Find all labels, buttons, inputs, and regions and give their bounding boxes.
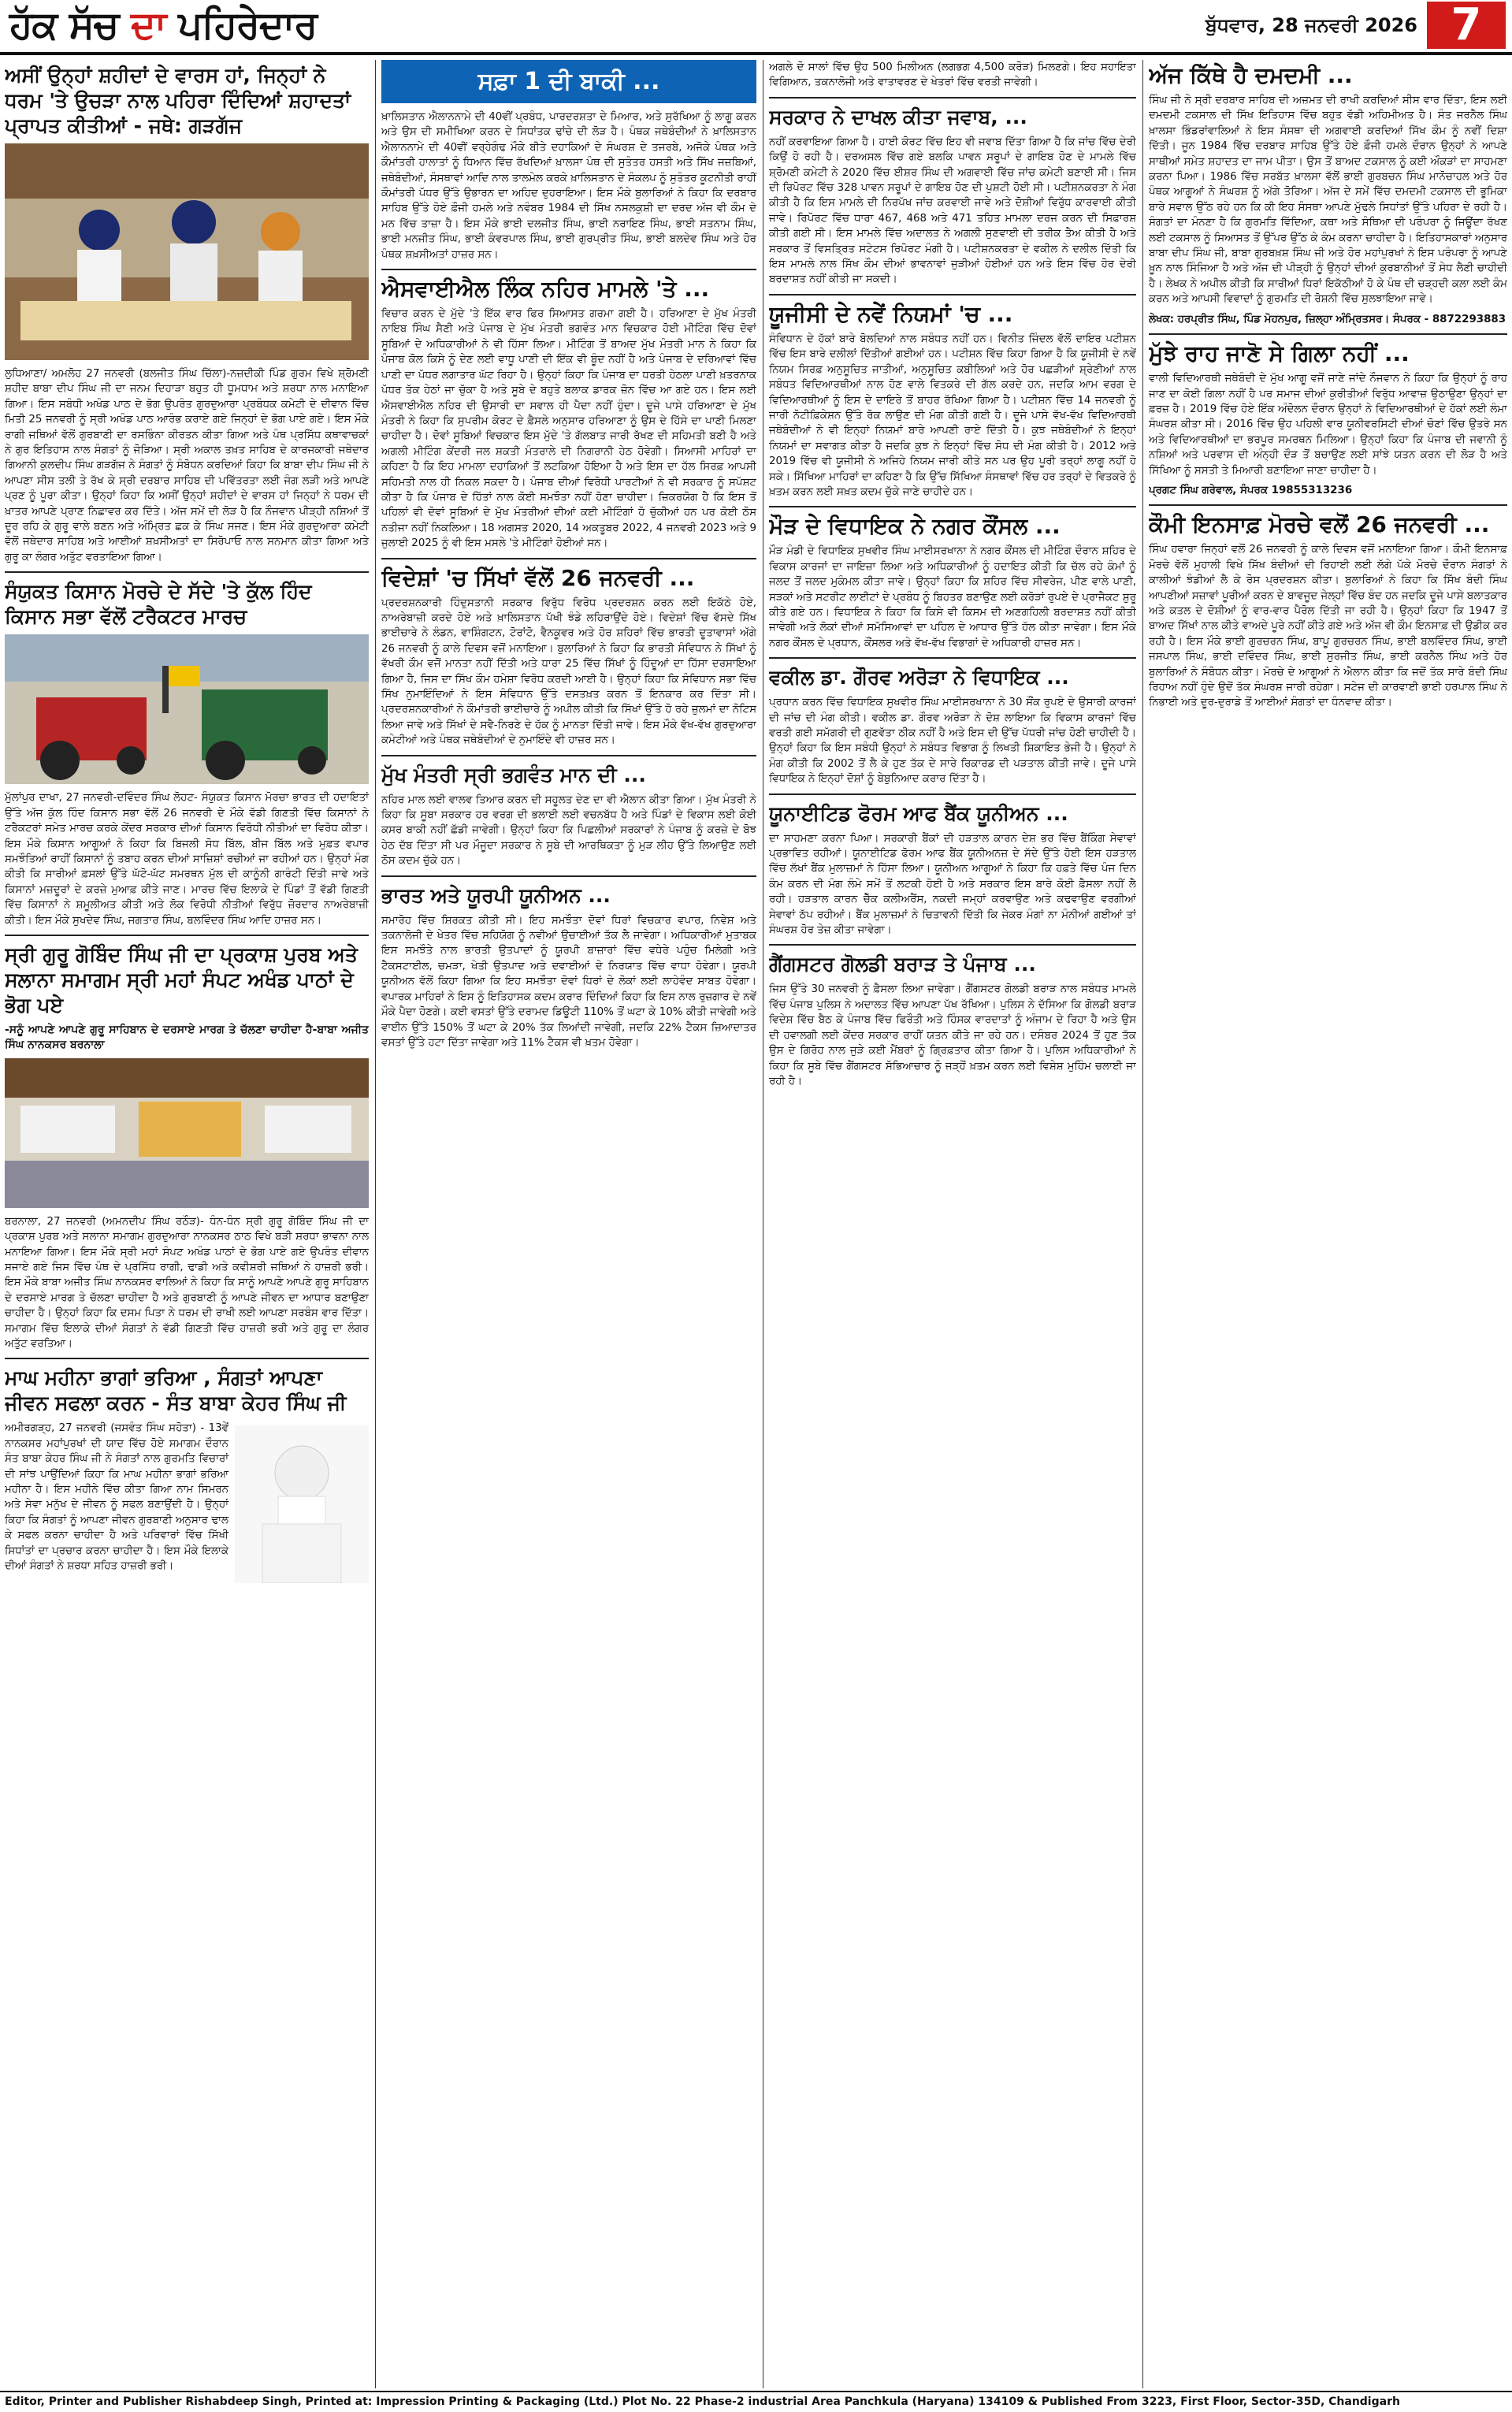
column-4 — [1149, 60, 1507, 2388]
article-sikhs-abroad: ਪ੍ਰਦਰਸ਼ਨਕਾਰੀ ਹਿੰਦੁਸਤਾਨੀ ਸਰਕਾਰ ਵਿਰੁੱਧ ਵਿਰੋਧ ਪ੍ਰਦਰਸ਼ਨ ਕਰਨ ਲਈ ਇਕੱਠੇ ਹੋਏ, ਨਾਅਰੇਬਾਜ਼ੀ ਕਰਦੇ ਹੋਏ ਅਤੇ ਖ਼ਾਲਿਸਤਾਨ ਪੱਖੀ ਝੰਡੇ ਲਹਿਰਾਉਂਦੇ ਹੋਏ। ਵਿਦੇਸ਼ਾਂ ਵਿੱਚ ਵੱਸਦੇ ਸਿੱਖ ਭਾਈਚਾਰੇ ਨੇ ਲੰਡਨ, ਵਾਸ਼ਿੰਗਟਨ, ਟੋਰਾਂਟੋ, ਵੈਨਕੂਵਰ ਅਤੇ ਹੋਰ ਸ਼ਹਿਰਾਂ ਵਿੱਚ ਭਾਰਤੀ ਦੂਤਾਵਾਸਾਂ ਅੱਗੇ 26 ਜਨਵਰੀ ਨੂੰ ਕਾਲੇ ਦਿਵਸ ਵਜੋਂ ਮਨਾਇਆ। ਬੁਲਾਰਿਆਂ ਨੇ ਕਿਹਾ ਕਿ ਭਾਰਤੀ ਸੰਵਿਧਾਨ ਨੇ ਸਿੱਖਾਂ ਨੂੰ ਵੱਖਰੀ ਕੌਮ ਵਜੋਂ ਮਾਨਤਾ ਨਹੀਂ ਦਿੱਤੀ ਅਤੇ ਧਾਰਾ 25 ਵਿੱਚ ਸਿੱਖਾਂ ਨੂੰ ਹਿੰਦੂਆਂ ਦਾ ਹਿੱਸਾ ਦਰਸਾਇਆ ਗਿਆ ਹੈ, ਜਿਸ ਦਾ ਸਿੱਖ ਕੌਮ ਹਮੇਸ਼ਾ ਵਿਰੋਧ ਕਰਦੀ ਆਈ ਹੈ। ਉਨ੍ਹਾਂ ਕਿਹਾ ਕਿ ਸੰਵਿਧਾਨ ਸਭਾ ਵਿੱਚ ਸਿੱਖ ਨੁਮਾਇੰਦਿਆਂ ਨੇ ਇਸ ਸੰਵਿਧਾਨ ਉੱਤੇ ਦਸਤਖ਼ਤ ਕਰਨ ਤੋਂ ਇਨਕਾਰ ਕਰ ਦਿੱਤਾ ਸੀ। ਪ੍ਰਦਰਸ਼ਨਕਾਰੀਆਂ ਨੇ ਕੌਮਾਂਤਰੀ ਭਾਈਚਾਰੇ ਨੂੰ ਅਪੀਲ ਕੀਤੀ ਕਿ ਸਿੱਖਾਂ ਉੱਤੇ ਹੋ ਰਹੇ ਜ਼ੁਲਮਾਂ ਦਾ ਨੋਟਿਸ ਲਿਆ ਜਾਵੇ ਅਤੇ ਸਿੱਖਾਂ ਦੇ ਸਵੈ-ਨਿਰਣੇ ਦੇ ਹੱਕ ਨੂੰ ਮਾਨਤਾ ਦਿੱਤੀ ਜਾਵੇ। ਇਸ ਮੌਕੇ ਵੱਖ-ਵੱਖ ਗੁਰਦੁਆਰਾ ਕਮੇਟੀਆਂ ਅਤੇ ਪੰਥਕ ਜਥੇਬੰਦੀਆਂ ਦੇ ਨੁਮਾਇੰਦੇ ਵੀ ਹਾਜ਼ਰ ਸਨ। — [381, 596, 756, 747]
column-divider — [1142, 60, 1143, 2388]
section-divider — [1149, 504, 1507, 506]
article-tractor-march: ਮੁੱਲਾਂਪੁਰ ਦਾਖਾ, 27 ਜਨਵਰੀ-ਦਵਿੰਦਰ ਸਿੰਘ ਲੋਹਟ- ਸੰਯੁਕਤ ਕਿਸਾਨ ਮੋਰਚਾ ਭਾਰਤ ਦੀ ਹਦਾਇਤਾਂ ਉੱਤੇ ਅੱਜ ਕੁੱਲ ਹਿੰਦ ਕਿਸਾਨ ਸਭਾ ਵੱਲੋਂ 26 ਜਨਵਰੀ ਦੇ ਮੌਕੇ ਵੱਡੀ ਗਿਣਤੀ ਵਿੱਚ ਕਿਸਾਨਾਂ ਨੇ ਟਰੈਕਟਰਾਂ ਸਮੇਤ ਮਾਰਚ ਕਰਕੇ ਕੇਂਦਰ ਸਰਕਾਰ ਦੀਆਂ ਕਿਸਾਨ ਵਿਰੋਧੀ ਨੀਤੀਆਂ ਦਾ ਵਿਰੋਧ ਕੀਤਾ। ਇਸ ਮੌਕੇ ਕਿਸਾਨ ਆਗੂਆਂ ਨੇ ਕਿਹਾ ਕਿ ਬਿਜਲੀ ਸੋਧ ਬਿੱਲ, ਬੀਜ ਬਿੱਲ ਅਤੇ ਮੁਫ਼ਤ ਵਪਾਰ ਸਮਝੌਤਿਆਂ ਰਾਹੀਂ ਕਿਸਾਨਾਂ ਨੂੰ ਤਬਾਹ ਕਰਨ ਦੀਆਂ ਸਾਜ਼ਿਸ਼ਾਂ ਰਚੀਆਂ ਜਾ ਰਹੀਆਂ ਹਨ। ਉਨ੍ਹਾਂ ਮੰਗ ਕੀਤੀ ਕਿ ਸਾਰੀਆਂ ਫ਼ਸਲਾਂ ਉੱਤੇ ਘੱਟੋ-ਘੱਟ ਸਮਰਥਨ ਮੁੱਲ ਦੀ ਕਾਨੂੰਨੀ ਗਾਰੰਟੀ ਦਿੱਤੀ ਜਾਵੇ ਅਤੇ ਕਿਸਾਨਾਂ ਮਜ਼ਦੂਰਾਂ ਦੇ ਕਰਜ਼ੇ ਮੁਆਫ਼ ਕੀਤੇ ਜਾਣ। ਮਾਰਚ ਵਿੱਚ ਇਲਾਕੇ ਦੇ ਪਿੰਡਾਂ ਤੋਂ ਵੱਡੀ ਗਿਣਤੀ ਵਿੱਚ ਕਿਸਾਨਾਂ ਨੇ ਸ਼ਮੂਲੀਅਤ ਕੀਤੀ ਅਤੇ ਲੋਕ ਵਿਰੋਧੀ ਨੀਤੀਆਂ ਵਿਰੁੱਧ ਜ਼ੋਰਦਾਰ ਨਾਅਰੇਬਾਜ਼ੀ ਕੀਤੀ। ਇਸ ਮੌਕੇ ਸੁਖਦੇਵ ਸਿੰਘ, ਜਗਤਾਰ ਸਿੰਘ, ਬਲਵਿੰਦਰ ਸਿੰਘ ਆਦਿ ਹਾਜ਼ਰ ਸਨ। — [5, 792, 369, 927]
headline-goldy-brar: ਗੈਂਗਸਟਰ ਗੋਲਡੀ ਬਰਾੜ ਤੇ ਪੰਜਾਬ ... — [769, 953, 1036, 976]
headline-kaumi-insaaf-morcha: ਕੌਮੀ ਇਨਸਾਫ਼ ਮੋਰਚੇ ਵਲੋਂ 26 ਜਨਵਰੀ ... — [1149, 511, 1490, 538]
headline-advocate-arora: ਵਕੀਲ ਡਾ. ਗੌਰਵ ਅਰੋੜਾ ਨੇ ਵਿਧਾਇਕ ... — [769, 666, 1069, 689]
headline-india-eu: ਭਾਰਤ ਅਤੇ ਯੂਰਪੀ ਯੂਨੀਅਨ ... — [381, 883, 611, 907]
news-photo-gurdwara-stage — [5, 143, 369, 360]
headline-tractor-march: ਸੰਯੁਕਤ ਕਿਸਾਨ ਮੋਰਚੇ ਦੇ ਸੱਦੇ 'ਤੇ ਕੁੱਲ ਹਿੰਦ ਕਿਸਾਨ ਸਭਾ ਵੱਲੋਂ ਟਰੈਕਟਰ ਮਾਰਚ — [5, 580, 312, 629]
article-kaumi-insaaf-morcha: ਸਿੰਘ ਹਵਾਰਾ ਜਿਨ੍ਹਾਂ ਵਲੋਂ 26 ਜਨਵਰੀ ਨੂੰ ਕਾਲੇ ਦਿਵਸ ਵਜੋਂ ਮਨਾਇਆ ਗਿਆ। ਕੌਮੀ ਇਨਸਾਫ਼ ਮੋਰਚੇ ਵੱਲੋਂ ਮੁਹਾਲੀ ਵਿਖੇ ਸਿੱਖ ਬੰਦੀਆਂ ਦੀ ਰਿਹਾਈ ਲਈ ਲੱਗੇ ਪੱਕੇ ਮੋਰਚੇ ਦੌਰਾਨ ਸੰਗਤਾਂ ਨੇ ਕਾਲੀਆਂ ਝੰਡੀਆਂ ਲੈ ਕੇ ਰੋਸ ਪ੍ਰਦਰਸ਼ਨ ਕੀਤਾ। ਬੁਲਾਰਿਆਂ ਨੇ ਕਿਹਾ ਕਿ ਸਿੱਖ ਬੰਦੀ ਸਿੰਘ ਆਪਣੀਆਂ ਸਜ਼ਾਵਾਂ ਪੂਰੀਆਂ ਕਰਨ ਦੇ ਬਾਵਜੂਦ ਜੇਲ੍ਹਾਂ ਵਿੱਚ ਬੰਦ ਹਨ ਜਦਕਿ ਦੂਜੇ ਪਾਸੇ ਬਲਾਤਕਾਰ ਅਤੇ ਕਤਲ ਦੇ ਦੋਸ਼ੀਆਂ ਨੂੰ ਵਾਰ-ਵਾਰ ਪੈਰੋਲ ਦਿੱਤੀ ਜਾ ਰਹੀ ਹੈ। ਉਨ੍ਹਾਂ ਕਿਹਾ ਕਿ 1947 ਤੋਂ ਬਾਅਦ ਸਿੱਖਾਂ ਨਾਲ ਕੀਤੇ ਵਾਅਦੇ ਪੂਰੇ ਨਹੀਂ ਕੀਤੇ ਗਏ ਅਤੇ ਅੱਜ ਵੀ ਕੌਮ ਇਨਸਾਫ਼ ਦੀ ਉਡੀਕ ਕਰ ਰਹੀ ਹੈ। ਇਸ ਮੌਕੇ ਭਾਈ ਗੁਰਚਰਨ ਸਿੰਘ, ਬਾਪੂ ਗੁਰਚਰਨ ਸਿੰਘ, ਭਾਈ ਬਲਵਿੰਦਰ ਸਿੰਘ, ਭਾਈ ਜਸਪਾਲ ਸਿੰਘ, ਭਾਈ ਦਵਿੰਦਰ ਸਿੰਘ, ਭਾਈ ਸੁਰਜੀਤ ਸਿੰਘ, ਭਾਈ ਕਰਨੈਲ ਸਿੰਘ ਅਤੇ ਹੋਰ ਬੁਲਾਰਿਆਂ ਨੇ ਸੰਬੋਧਨ ਕੀਤਾ। ਮੋਰਚੇ ਦੇ ਆਗੂਆਂ ਨੇ ਐਲਾਨ ਕੀਤਾ ਕਿ ਜਦੋਂ ਤੱਕ ਸਾਰੇ ਬੰਦੀ ਸਿੰਘ ਰਿਹਾਅ ਨਹੀਂ ਹੁੰਦੇ ਉਦੋਂ ਤੱਕ ਸੰਘਰਸ਼ ਜਾਰੀ ਰਹੇਗਾ। ਸਟੇਜ ਦੀ ਕਾਰਵਾਈ ਭਾਈ ਹਰਪਾਲ ਸਿੰਘ ਨੇ ਨਿਭਾਈ ਅਤੇ ਦੂਰ-ਦੁਰਾਡੇ ਤੋਂ ਆਈਆਂ ਸੰਗਤਾਂ ਦਾ ਧੰਨਵਾਦ ਕੀਤਾ। — [1149, 544, 1507, 709]
issue-date: ਬੁੱਧਵਾਰ, 28 ਜਨਵਰੀ 2026 — [1205, 14, 1417, 36]
headline-prakash-purab: ਸ੍ਰੀ ਗੁਰੂ ਗੋਬਿੰਦ ਸਿੰਘ ਜੀ ਦਾ ਪ੍ਰਕਾਸ਼ ਪੁਰਬ ਅਤੇ ਸਲਾਨਾ ਸਮਾਗਮ ਸ੍ਰੀ ਮਹਾਂ ਸੰਪਟ ਅਖੰਡ ਪਾਠਾਂ ਦੇ ਭੋਗ ਪਏ — [5, 942, 358, 1016]
headline-maur-mla: ਮੌੜ ਦੇ ਵਿਧਾਇਕ ਨੇ ਨਗਰ ਕੌਂਸਲ ... — [769, 513, 1061, 540]
section-divider — [381, 875, 756, 877]
section-divider — [381, 755, 756, 756]
subheadline-prakash-purab: -ਸਨੂੰ ਆਪਣੇ ਆਪਣੇ ਗੁਰੂ ਸਾਹਿਬਾਨ ਦੇ ਦਰਸਾਏ ਮਾਰਗ ਤੇ ਚੱਲਣਾ ਚਾਹੀਦਾ ਹੈ-ਬਾਬਾ ਅਜੀਤ ਸਿੰਘ ਨਾਨਕਸਰ ਬਰਨਾਲਾ — [5, 1023, 369, 1052]
portrait-sant-baba — [235, 1425, 369, 1583]
article-maur-mla: ਮੌੜ ਮੰਡੀ ਦੇ ਵਿਧਾਇਕ ਸੁਖਵੀਰ ਸਿੰਘ ਮਾਈਸਰਖਾਨਾ ਨੇ ਨਗਰ ਕੌਂਸਲ ਦੀ ਮੀਟਿੰਗ ਦੌਰਾਨ ਸ਼ਹਿਰ ਦੇ ਵਿਕਾਸ ਕਾਰਜਾਂ ਦਾ ਜਾਇਜ਼ਾ ਲਿਆ ਅਤੇ ਅਧਿਕਾਰੀਆਂ ਨੂੰ ਹਦਾਇਤ ਕੀਤੀ ਕਿ ਚੱਲ ਰਹੇ ਕੰਮਾਂ ਨੂੰ ਜਲਦ ਤੋਂ ਜਲਦ ਮੁਕੰਮਲ ਕੀਤਾ ਜਾਵੇ। ਉਨ੍ਹਾਂ ਕਿਹਾ ਕਿ ਸ਼ਹਿਰ ਵਿੱਚ ਸੀਵਰੇਜ, ਪੀਣ ਵਾਲੇ ਪਾਣੀ, ਸੜਕਾਂ ਅਤੇ ਸਟਰੀਟ ਲਾਈਟਾਂ ਦੇ ਪ੍ਰਬੰਧ ਨੂੰ ਬਿਹਤਰ ਬਣਾਉਣ ਲਈ ਕਰੋੜਾਂ ਰੁਪਏ ਦੇ ਪ੍ਰਾਜੈਕਟ ਸ਼ੁਰੂ ਕੀਤੇ ਗਏ ਹਨ। ਵਿਧਾਇਕ ਨੇ ਕਿਹਾ ਕਿ ਕਿਸੇ ਵੀ ਕਿਸਮ ਦੀ ਅਣਗਹਿਲੀ ਬਰਦਾਸ਼ਤ ਨਹੀਂ ਕੀਤੀ ਜਾਵੇਗੀ ਅਤੇ ਲੋਕਾਂ ਦੀਆਂ ਸਮੱਸਿਆਵਾਂ ਦਾ ਪਹਿਲ ਦੇ ਆਧਾਰ ਉੱਤੇ ਹੱਲ ਕੀਤਾ ਜਾਵੇਗਾ। ਇਸ ਮੌਕੇ ਨਗਰ ਕੌਂਸਲ ਦੇ ਪ੍ਰਧਾਨ, ਕੌਂਸਲਰ ਅਤੇ ਵੱਖ-ਵੱਖ ਵਿਭਾਗਾਂ ਦੇ ਅਧਿਕਾਰੀ ਹਾਜ਼ਰ ਸਨ। — [769, 545, 1136, 649]
article-damdami-taksal: ਸਿੰਘ ਜੀ ਨੇ ਸ੍ਰੀ ਦਰਬਾਰ ਸਾਹਿਬ ਦੀ ਅਜ਼ਮਤ ਦੀ ਰਾਖੀ ਕਰਦਿਆਂ ਸੀਸ ਵਾਰ ਦਿੱਤਾ, ਇਸ ਲਈ ਦਮਦਮੀ ਟਕਸਾਲ ਦੀ ਸਿੱਖ ਇਤਿਹਾਸ ਵਿੱਚ ਬਹੁਤ ਵੱਡੀ ਅਹਿਮੀਅਤ ਹੈ। ਸੰਤ ਜਰਨੈਲ ਸਿੰਘ ਖ਼ਾਲਸਾ ਭਿੰਡਰਾਂਵਾਲਿਆਂ ਨੇ ਇਸ ਸੰਸਥਾ ਦੀ ਅਗਵਾਈ ਕਰਦਿਆਂ ਸਿੱਖ ਕੌਮ ਨੂੰ ਨਵੀਂ ਦਿਸ਼ਾ ਦਿੱਤੀ। ਜੂਨ 1984 ਵਿੱਚ ਦਰਬਾਰ ਸਾਹਿਬ ਉੱਤੇ ਹੋਏ ਫ਼ੌਜੀ ਹਮਲੇ ਦੌਰਾਨ ਉਨ੍ਹਾਂ ਨੇ ਆਪਣੇ ਸਾਥੀਆਂ ਸਮੇਤ ਸ਼ਹਾਦਤ ਦਾ ਜਾਮ ਪੀਤਾ। ਉਸ ਤੋਂ ਬਾਅਦ ਟਕਸਾਲ ਨੂੰ ਕਈ ਔਕੜਾਂ ਦਾ ਸਾਹਮਣਾ ਕਰਨਾ ਪਿਆ। 1986 ਵਿੱਚ ਸਰਬੱਤ ਖ਼ਾਲਸਾ ਵੱਲੋਂ ਭਾਈ ਗੁਰਬਚਨ ਸਿੰਘ ਮਾਨੋਚਾਹਲ ਅਤੇ ਹੋਰ ਪੰਥਕ ਆਗੂਆਂ ਨੇ ਸੰਘਰਸ਼ ਨੂੰ ਅੱਗੇ ਤੋਰਿਆ। ਅੱਜ ਦੇ ਸਮੇਂ ਵਿੱਚ ਦਮਦਮੀ ਟਕਸਾਲ ਦੀ ਭੂਮਿਕਾ ਬਾਰੇ ਸਵਾਲ ਉੱਠ ਰਹੇ ਹਨ ਕਿ ਕੀ ਇਹ ਸੰਸਥਾ ਆਪਣੇ ਮੁੱਢਲੇ ਸਿਧਾਂਤਾਂ ਉੱਤੇ ਪਹਿਰਾ ਦੇ ਰਹੀ ਹੈ। ਸੰਗਤਾਂ ਦਾ ਮੰਨਣਾ ਹੈ ਕਿ ਗੁਰਮਤਿ ਵਿੱਦਿਆ, ਕਥਾ ਅਤੇ ਸੰਥਿਆ ਦੀ ਪਰੰਪਰਾ ਨੂੰ ਜਿਊਂਦਾ ਰੱਖਣ ਲਈ ਟਕਸਾਲ ਨੂੰ ਸਿਆਸਤ ਤੋਂ ਉੱਪਰ ਉੱਠ ਕੇ ਕੰਮ ਕਰਨਾ ਚਾਹੀਦਾ ਹੈ। ਇਤਿਹਾਸਕਾਰਾਂ ਅਨੁਸਾਰ ਬਾਬਾ ਦੀਪ ਸਿੰਘ ਜੀ, ਬਾਬਾ ਗੁਰਬਖ਼ਸ਼ ਸਿੰਘ ਜੀ ਅਤੇ ਹੋਰ ਮਹਾਂਪੁਰਖਾਂ ਨੇ ਇਸ ਪਰੰਪਰਾ ਨੂੰ ਆਪਣੇ ਖ਼ੂਨ ਨਾਲ ਸਿੰਜਿਆ ਹੈ ਅਤੇ ਅੱਜ ਦੀ ਪੀੜ੍ਹੀ ਨੂੰ ਉਨ੍ਹਾਂ ਦੀਆਂ ਕੁਰਬਾਨੀਆਂ ਤੋਂ ਸੇਧ ਲੈਣੀ ਚਾਹੀਦੀ ਹੈ। ਲੇਖਕ ਨੇ ਅਪੀਲ ਕੀਤੀ ਕਿ ਸਾਰੀਆਂ ਧਿਰਾਂ ਇਕੱਠੀਆਂ ਹੋ ਕੇ ਪੰਥ ਦੀ ਚੜ੍ਹਦੀ ਕਲਾ ਲਈ ਕੰਮ ਕਰਨ ਅਤੇ ਆਪਸੀ ਵਿਵਾਦਾਂ ਨੂੰ ਗੁਰਮਤਿ ਦੀ ਰੋਸ਼ਨੀ ਵਿੱਚ ਸੁਲਝਾਇਆ ਜਾਵੇ। — [1149, 95, 1507, 306]
section-divider — [769, 944, 1136, 946]
author-contact-2: ਪ੍ਰਗਟ ਸਿੰਘ ਗਰੇਵਾਲ, ਸੰਪਰਕ 19855313236 — [1149, 484, 1353, 496]
article-bank-unions: ਦਾ ਸਾਹਮਣਾ ਕਰਨਾ ਪਿਆ। ਸਰਕਾਰੀ ਬੈਂਕਾਂ ਦੀ ਹੜਤਾਲ ਕਾਰਨ ਦੇਸ਼ ਭਰ ਵਿੱਚ ਬੈਂਕਿੰਗ ਸੇਵਾਵਾਂ ਪ੍ਰਭਾਵਿਤ ਰਹੀਆਂ। ਯੂਨਾਈਟਿਡ ਫੋਰਮ ਆਫ ਬੈਂਕ ਯੂਨੀਅਨਜ਼ ਦੇ ਸੱਦੇ ਉੱਤੇ ਹੋਈ ਇਸ ਹੜਤਾਲ ਵਿੱਚ ਲੱਖਾਂ ਬੈਂਕ ਮੁਲਾਜ਼ਮਾਂ ਨੇ ਹਿੱਸਾ ਲਿਆ। ਯੂਨੀਅਨ ਆਗੂਆਂ ਨੇ ਕਿਹਾ ਕਿ ਹਫ਼ਤੇ ਵਿੱਚ ਪੰਜ ਦਿਨ ਕੰਮ ਕਰਨ ਦੀ ਮੰਗ ਲੰਮੇ ਸਮੇਂ ਤੋਂ ਲਟਕੀ ਹੋਈ ਹੈ ਅਤੇ ਸਰਕਾਰ ਇਸ ਬਾਰੇ ਕੋਈ ਫ਼ੈਸਲਾ ਨਹੀਂ ਲੈ ਰਹੀ। ਹੜਤਾਲ ਕਾਰਨ ਚੈੱਕ ਕਲੀਅਰੈਂਸ, ਨਕਦੀ ਜਮ੍ਹਾਂ ਕਰਵਾਉਣ ਅਤੇ ਕਢਵਾਉਣ ਵਰਗੀਆਂ ਸੇਵਾਵਾਂ ਠੱਪ ਰਹੀਆਂ। ਬੈਂਕ ਮੁਲਾਜ਼ਮਾਂ ਨੇ ਚਿਤਾਵਨੀ ਦਿੱਤੀ ਕਿ ਜੇਕਰ ਮੰਗਾਂ ਨਾ ਮੰਨੀਆਂ ਗਈਆਂ ਤਾਂ ਸੰਘਰਸ਼ ਹੋਰ ਤੇਜ਼ ਕੀਤਾ ਜਾਵੇਗਾ। — [769, 832, 1136, 937]
brand-text-b: ਦਾ — [130, 3, 166, 47]
section-divider — [1149, 333, 1507, 335]
section-divider — [769, 657, 1136, 659]
newspaper-logo — [9, 3, 317, 47]
headline-no-complaint: ਮੁੱਝੇ ਰਾਹ ਜਾਣੋ ਸੇ ਗਿਲਾ ਨਹੀਂ ... — [1149, 340, 1410, 367]
headline-bank-unions: ਯੂਨਾਈਟਿਡ ਫੋਰਮ ਆਫ ਬੈਂਕ ਯੂਨੀਅਨ ... — [769, 801, 1068, 825]
article-chief-minister: ਨਹਿਰ ਮਾਲ ਲਈ ਵਾਲਵ ਤਿਆਰ ਕਰਨ ਦੀ ਸਹੂਲਤ ਦੇਣ ਦਾ ਵੀ ਐਲਾਨ ਕੀਤਾ ਗਿਆ। ਮੁੱਖ ਮੰਤਰੀ ਨੇ ਕਿਹਾ ਕਿ ਸੂਬਾ ਸਰਕਾਰ ਹਰ ਵਰਗ ਦੀ ਭਲਾਈ ਲਈ ਵਚਨਬੱਧ ਹੈ ਅਤੇ ਪਿੰਡਾਂ ਦੇ ਵਿਕਾਸ ਲਈ ਕੋਈ ਕਸਰ ਬਾਕੀ ਨਹੀਂ ਛੱਡੀ ਜਾਵੇਗੀ। ਉਨ੍ਹਾਂ ਕਿਹਾ ਕਿ ਪਿਛਲੀਆਂ ਸਰਕਾਰਾਂ ਨੇ ਪੰਜਾਬ ਨੂੰ ਕਰਜ਼ੇ ਦੇ ਬੋਝ ਹੇਠ ਦੱਬ ਦਿੱਤਾ ਸੀ ਪਰ ਮੌਜੂਦਾ ਸਰਕਾਰ ਨੇ ਸੂਬੇ ਦੀ ਆਰਥਿਕਤਾ ਨੂੰ ਮੁੜ ਲੀਹ ਉੱਤੇ ਲਿਆਉਣ ਲਈ ਠੋਸ ਕਦਮ ਚੁੱਕੇ ਹਨ। — [381, 793, 756, 868]
article-continued-top: ਅਗਲੇ ਦੋ ਸਾਲਾਂ ਵਿੱਚ ਉਹ 500 ਮਿਲੀਅਨ (ਲਗਭਗ 4,500 ਕਰੋੜ) ਮਿਲਣਗੇ। ਇਹ ਸਹਾਇਤਾ ਵਿਗਿਆਨ, ਤਕਨਾਲੋਜੀ ਅਤੇ ਵਾਤਾਵਰਣ ਦੇ ਖੇਤਰਾਂ ਵਿੱਚ ਵਰਤੀ ਜਾਵੇਗੀ। — [769, 61, 1136, 89]
article-india-eu: ਸਮਾਰੋਹ ਵਿੱਚ ਸ਼ਿਰਕਤ ਕੀਤੀ ਸੀ। ਇਹ ਸਮਝੌਤਾ ਦੋਵਾਂ ਧਿਰਾਂ ਵਿਚਕਾਰ ਵਪਾਰ, ਨਿਵੇਸ਼ ਅਤੇ ਤਕਨਾਲੋਜੀ ਦੇ ਖੇਤਰ ਵਿੱਚ ਸਹਿਯੋਗ ਨੂੰ ਨਵੀਆਂ ਉਚਾਈਆਂ ਤੱਕ ਲੈ ਜਾਵੇਗਾ। ਅਧਿਕਾਰੀਆਂ ਮੁਤਾਬਕ ਇਸ ਸਮਝੌਤੇ ਨਾਲ ਭਾਰਤੀ ਉਤਪਾਦਾਂ ਨੂੰ ਯੂਰਪੀ ਬਾਜ਼ਾਰਾਂ ਵਿੱਚ ਵਧੇਰੇ ਪਹੁੰਚ ਮਿਲੇਗੀ ਅਤੇ ਟੈਕਸਟਾਈਲ, ਚਮੜਾ, ਖੇਤੀ ਉਤਪਾਦ ਅਤੇ ਦਵਾਈਆਂ ਦੇ ਨਿਰਯਾਤ ਵਿੱਚ ਵਾਧਾ ਹੋਵੇਗਾ। ਯੂਰਪੀ ਯੂਨੀਅਨ ਵੱਲੋਂ ਕਿਹਾ ਗਿਆ ਕਿ ਇਹ ਸਮਝੌਤਾ ਦੋਵਾਂ ਧਿਰਾਂ ਦੇ ਲੋਕਾਂ ਲਈ ਲਾਹੇਵੰਦ ਸਾਬਤ ਹੋਵੇਗਾ। ਵਪਾਰਕ ਮਾਹਿਰਾਂ ਨੇ ਇਸ ਨੂੰ ਇਤਿਹਾਸਕ ਕਦਮ ਕਰਾਰ ਦਿੰਦਿਆਂ ਕਿਹਾ ਕਿ ਇਸ ਨਾਲ ਰੁਜ਼ਗਾਰ ਦੇ ਨਵੇਂ ਮੌਕੇ ਪੈਦਾ ਹੋਣਗੇ। ਕਈ ਵਸਤਾਂ ਉੱਤੇ ਦਰਾਮਦ ਡਿਊਟੀ 110% ਤੋਂ ਘਟਾ ਕੇ 10% ਕੀਤੀ ਜਾਵੇਗੀ ਅਤੇ ਵਾਈਨ ਉੱਤੇ 150% ਤੋਂ ਘਟਾ ਕੇ 20% ਤੱਕ ਲਿਆਂਦੀ ਜਾਵੇਗੀ, ਜਦਕਿ 22% ਟੈਕਸ ਜ਼ਿਆਦਾਤਰ ਵਸਤਾਂ ਉੱਤੇ ਹਟਾ ਦਿੱਤਾ ਜਾਵੇਗਾ ਅਤੇ 11% ਟੈਕਸ ਵੀ ਖ਼ਤਮ ਹੋਵੇਗਾ। — [381, 914, 756, 1049]
column-3 — [769, 60, 1136, 2388]
masthead — [0, 0, 1512, 55]
section-divider — [5, 1358, 369, 1359]
continued-section-banner: ਸਫ਼ਾ 1 ਦੀ ਬਾਕੀ ... — [381, 60, 756, 103]
article-prakash-purab: ਬਰਨਾਲਾ, 27 ਜਨਵਰੀ (ਅਮਨਦੀਪ ਸਿੰਘ ਰਠੌੜ)- ਧੰਨ-ਧੰਨ ਸ੍ਰੀ ਗੁਰੂ ਗੋਬਿੰਦ ਸਿੰਘ ਜੀ ਦਾ ਪ੍ਰਕਾਸ਼ ਪੁਰਬ ਅਤੇ ਸਲਾਨਾ ਸਮਾਗਮ ਗੁਰਦੁਆਰਾ ਨਾਨਕਸਰ ਠਾਠ ਵਿਖੇ ਬੜੀ ਸ਼ਰਧਾ ਭਾਵਨਾ ਨਾਲ ਮਨਾਇਆ ਗਿਆ। ਇਸ ਮੌਕੇ ਸ੍ਰੀ ਮਹਾਂ ਸੰਪਟ ਅਖੰਡ ਪਾਠਾਂ ਦੇ ਭੋਗ ਪਾਏ ਗਏ ਉਪਰੰਤ ਦੀਵਾਨ ਸਜਾਏ ਗਏ ਜਿਸ ਵਿੱਚ ਪੰਥ ਦੇ ਪ੍ਰਸਿੱਧ ਰਾਗੀ, ਢਾਡੀ ਅਤੇ ਕਵੀਸ਼ਰੀ ਜਥਿਆਂ ਨੇ ਹਾਜ਼ਰੀ ਭਰੀ। ਇਸ ਮੌਕੇ ਬਾਬਾ ਅਜੀਤ ਸਿੰਘ ਨਾਨਕਸਰ ਵਾਲਿਆਂ ਨੇ ਕਿਹਾ ਕਿ ਸਾਨੂੰ ਆਪਣੇ ਆਪਣੇ ਗੁਰੂ ਸਾਹਿਬਾਨ ਦੇ ਦਰਸਾਏ ਮਾਰਗ ਤੇ ਚੱਲਣਾ ਚਾਹੀਦਾ ਹੈ ਅਤੇ ਗੁਰਬਾਣੀ ਨੂੰ ਆਪਣੇ ਜੀਵਨ ਦਾ ਆਧਾਰ ਬਣਾਉਣਾ ਚਾਹੀਦਾ ਹੈ। ਉਨ੍ਹਾਂ ਕਿਹਾ ਕਿ ਦਸਮ ਪਿਤਾ ਨੇ ਧਰਮ ਦੀ ਰਾਖੀ ਲਈ ਆਪਣਾ ਸਰਬੰਸ ਵਾਰ ਦਿੱਤਾ। ਸਮਾਗਮ ਵਿੱਚ ਇਲਾਕੇ ਦੀਆਂ ਸੰਗਤਾਂ ਨੇ ਵੱਡੀ ਗਿਣਤੀ ਵਿੱਚ ਹਾਜ਼ਰੀ ਭਰੀ ਅਤੇ ਗੁਰੂ ਦਾ ਲੰਗਰ ਅਤੁੱਟ ਵਰਤਿਆ। — [5, 1215, 369, 1350]
page-number: 7 — [1427, 2, 1506, 49]
article-khalistan-declaration: ਖ਼ਾਲਿਸਤਾਨ ਐਲਾਨਨਾਮੇ ਦੀ 40ਵੀਂ ਪ੍ਰਬੰਧ, ਪਾਰਦਰਸ਼ਤਾ ਦੇ ਮਿਆਰ, ਅਤੇ ਸੁਰੱਖਿਆ ਨੂੰ ਲਾਗੂ ਕਰਨ ਅਤੇ ਉਸ ਦੀ ਸਮੀਖਿਆ ਕਰਨ ਦੇ ਸਿਧਾਂਤਕ ਢਾਂਚੇ ਦੀ ਲੋੜ ਹੈ। ਪੰਥਕ ਜਥੇਬੰਦੀਆਂ ਨੇ ਖ਼ਾਲਿਸਤਾਨ ਐਲਾਨਨਾਮੇ ਦੀ 40ਵੀਂ ਵਰ੍ਹੇਗੰਢ ਮੌਕੇ ਬੀਤੇ ਦਹਾਕਿਆਂ ਦੇ ਸੰਘਰਸ਼ ਦੇ ਤਜਰਬੇ, ਅਜੋਕੇ ਪੰਥਕ ਅਤੇ ਕੌਮਾਂਤਰੀ ਹਾਲਾਤਾਂ ਨੂੰ ਧਿਆਨ ਵਿੱਚ ਰੱਖਦਿਆਂ ਖ਼ਾਲਸਾ ਪੰਥ ਦੀ ਸੁਤੰਤਰ ਹਸਤੀ ਅਤੇ ਸਿੱਖ ਜਜ਼ਬਿਆਂ, ਜਥੇਬੰਦੀਆਂ, ਸੰਸਥਾਵਾਂ ਆਦਿ ਨਾਲ ਤਾਲਮੇਲ ਕਰਕੇ ਖ਼ਾਲਿਸਤਾਨ ਦੇ ਸੰਕਲਪ ਨੂੰ ਸੁਤੰਤਰ ਕੂਟਨੀਤੀ ਰਾਹੀਂ ਕੌਮਾਂਤਰੀ ਪੱਧਰ ਉੱਤੇ ਉਭਾਰਨ ਦਾ ਅਹਿਦ ਦੁਹਰਾਇਆ। ਇਸ ਮੌਕੇ ਬੁਲਾਰਿਆਂ ਨੇ ਕਿਹਾ ਕਿ ਦਰਬਾਰ ਸਾਹਿਬ ਉੱਤੇ ਹੋਏ ਫ਼ੌਜੀ ਹਮਲੇ ਅਤੇ ਨਵੰਬਰ 1984 ਦੀ ਸਿੱਖ ਨਸਲਕੁਸ਼ੀ ਦਾ ਦਰਦ ਅੱਜ ਵੀ ਕੌਮ ਦੇ ਮਨ ਵਿੱਚ ਤਾਜ਼ਾ ਹੈ। ਇਸ ਮੌਕੇ ਭਾਈ ਦਲਜੀਤ ਸਿੰਘ, ਭਾਈ ਨਰਾਇਣ ਸਿੰਘ, ਭਾਈ ਸਤਨਾਮ ਸਿੰਘ, ਭਾਈ ਮਨਜੀਤ ਸਿੰਘ, ਭਾਈ ਕੰਵਰਪਾਲ ਸਿੰਘ, ਭਾਈ ਗੁਰਪ੍ਰੀਤ ਸਿੰਘ, ਭਾਈ ਬਲਦੇਵ ਸਿੰਘ ਅਤੇ ਹੋਰ ਪੰਥਕ ਸ਼ਖ਼ਸੀਅਤਾਂ ਹਾਜ਼ਰ ਸਨ। — [381, 111, 756, 261]
headline-sikhs-abroad: ਵਿਦੇਸ਼ਾਂ 'ਚ ਸਿੱਖਾਂ ਵੱਲੋਂ 26 ਜਨਵਰੀ ... — [381, 564, 695, 591]
brand-text-a: ਹੱਕ ਸੱਚ — [9, 3, 119, 47]
article-ugc-rules: ਸੰਵਿਧਾਨ ਦੇ ਹੱਕਾਂ ਬਾਰੇ ਬੋਲਦਿਆਂ ਨਾਲ ਸਬੰਧਤ ਨਹੀਂ ਹਨ। ਵਿਨੀਤ ਜਿੰਦਲ ਵੱਲੋਂ ਦਾਇਰ ਪਟੀਸ਼ਨ ਵਿੱਚ ਇਸ ਬਾਰੇ ਦਲੀਲਾਂ ਦਿੱਤੀਆਂ ਗਈਆਂ ਹਨ। ਪਟੀਸ਼ਨ ਵਿੱਚ ਕਿਹਾ ਗਿਆ ਹੈ ਕਿ ਯੂਜੀਸੀ ਦੇ ਨਵੇਂ ਨਿਯਮ ਸਿਰਫ਼ ਅਨੁਸੂਚਿਤ ਜਾਤੀਆਂ, ਅਨੁਸੂਚਿਤ ਕਬੀਲਿਆਂ ਅਤੇ ਹੋਰ ਪਛੜੀਆਂ ਸ਼੍ਰੇਣੀਆਂ ਨਾਲ ਸਬੰਧਤ ਵਿਦਿਆਰਥੀਆਂ ਨਾਲ ਹੋਣ ਵਾਲੇ ਵਿਤਕਰੇ ਦੀ ਗੱਲ ਕਰਦੇ ਹਨ, ਜਦਕਿ ਆਮ ਵਰਗ ਦੇ ਵਿਦਿਆਰਥੀਆਂ ਨੂੰ ਇਸ ਦੇ ਦਾਇਰੇ ਤੋਂ ਬਾਹਰ ਰੱਖਿਆ ਗਿਆ ਹੈ। ਪਟੀਸ਼ਨ ਵਿੱਚ 14 ਜਨਵਰੀ ਨੂੰ ਜਾਰੀ ਨੋਟੀਫ਼ਿਕੇਸ਼ਨ ਉੱਤੇ ਰੋਕ ਲਾਉਣ ਦੀ ਮੰਗ ਕੀਤੀ ਗਈ ਹੈ। ਦੂਜੇ ਪਾਸੇ ਵੱਖ-ਵੱਖ ਵਿਦਿਆਰਥੀ ਜਥੇਬੰਦੀਆਂ ਨੇ ਵੀ ਇਨ੍ਹਾਂ ਨਿਯਮਾਂ ਬਾਰੇ ਆਪਣੀ ਰਾਏ ਦਿੱਤੀ ਹੈ। ਕੁਝ ਜਥੇਬੰਦੀਆਂ ਨੇ ਇਨ੍ਹਾਂ ਨਿਯਮਾਂ ਦਾ ਸਵਾਗਤ ਕੀਤਾ ਹੈ ਜਦਕਿ ਕੁਝ ਨੇ ਇਨ੍ਹਾਂ ਵਿੱਚ ਸੋਧ ਦੀ ਮੰਗ ਕੀਤੀ ਹੈ। 2012 ਅਤੇ 2019 ਵਿੱਚ ਵੀ ਯੂਜੀਸੀ ਨੇ ਅਜਿਹੇ ਨਿਯਮ ਜਾਰੀ ਕੀਤੇ ਸਨ ਪਰ ਉਹ ਪੂਰੀ ਤਰ੍ਹਾਂ ਲਾਗੂ ਨਹੀਂ ਹੋ ਸਕੇ। ਸਿੱਖਿਆ ਮਾਹਿਰਾਂ ਦਾ ਕਹਿਣਾ ਹੈ ਕਿ ਉੱਚ ਸਿੱਖਿਆ ਸੰਸਥਾਵਾਂ ਵਿੱਚ ਹਰ ਤਰ੍ਹਾਂ ਦੇ ਵਿਤਕਰੇ ਨੂੰ ਖ਼ਤਮ ਕਰਨ ਲਈ ਸਖ਼ਤ ਕਦਮ ਚੁੱਕੇ ਜਾਣੇ ਚਾਹੀਦੇ ਹਨ। — [769, 333, 1136, 498]
section-divider — [5, 935, 369, 936]
article-goldy-brar: ਜਿਸ ਉੱਤੇ 30 ਜਨਵਰੀ ਨੂੰ ਫ਼ੈਸਲਾ ਲਿਆ ਜਾਵੇਗਾ। ਗੈਂਗਸਟਰ ਗੋਲਡੀ ਬਰਾੜ ਨਾਲ ਸਬੰਧਤ ਮਾਮਲੇ ਵਿੱਚ ਪੰਜਾਬ ਪੁਲਿਸ ਨੇ ਅਦਾਲਤ ਵਿੱਚ ਆਪਣਾ ਪੱਖ ਰੱਖਿਆ। ਪੁਲਿਸ ਨੇ ਦੱਸਿਆ ਕਿ ਗੋਲਡੀ ਬਰਾੜ ਵਿਦੇਸ਼ ਵਿੱਚ ਬੈਠ ਕੇ ਪੰਜਾਬ ਵਿੱਚ ਫਿਰੌਤੀ ਅਤੇ ਹਿੰਸਕ ਵਾਰਦਾਤਾਂ ਨੂੰ ਅੰਜਾਮ ਦੇ ਰਿਹਾ ਹੈ ਅਤੇ ਉਸ ਦੀ ਹਵਾਲਗੀ ਲਈ ਕੇਂਦਰ ਸਰਕਾਰ ਰਾਹੀਂ ਯਤਨ ਕੀਤੇ ਜਾ ਰਹੇ ਹਨ। ਦਸੰਬਰ 2024 ਤੋਂ ਹੁਣ ਤੱਕ ਉਸ ਦੇ ਗਿਰੋਹ ਨਾਲ ਜੁੜੇ ਕਈ ਮੈਂਬਰਾਂ ਨੂੰ ਗ੍ਰਿਫ਼ਤਾਰ ਕੀਤਾ ਗਿਆ ਹੈ। ਪੁਲਿਸ ਅਧਿਕਾਰੀਆਂ ਨੇ ਕਿਹਾ ਕਿ ਸੂਬੇ ਵਿੱਚ ਗੈਂਗਸਟਰ ਸੱਭਿਆਚਾਰ ਨੂੰ ਜੜ੍ਹੋਂ ਖ਼ਤਮ ਕਰਨ ਲਈ ਵਿਸ਼ੇਸ਼ ਮੁਹਿੰਮ ਚਲਾਈ ਜਾ ਰਹੀ ਹੈ। — [769, 983, 1136, 1087]
section-divider — [5, 571, 369, 573]
brand-text-c: ਪਹਿਰੇਦਾਰ — [178, 3, 318, 47]
headline-magh-mahina: ਮਾਘ ਮਹੀਨਾ ਭਾਗਾਂ ਭਰਿਆ , ਸੰਗਤਾਂ ਆਪਣਾ ਜੀਵਨ ਸਫਲਾ ਕਰਨ - ਸੰਤ ਬਾਬਾ ਕੇਹਰ ਸਿੰਘ ਜੀ — [5, 1366, 347, 1415]
section-divider — [769, 97, 1136, 98]
headline-damdami-taksal: ਅੱਜ ਕਿੱਥੇ ਹੈ ਦਮਦਮੀ ... — [1149, 62, 1353, 88]
section-divider — [381, 558, 756, 559]
column-2 — [381, 60, 756, 2388]
author-contact: ਲੇਖਕ: ਹਰਪ੍ਰੀਤ ਸਿੰਘ, ਪਿੰਡ ਮੋਹਨਪੁਰ, ਜ਼ਿਲ੍ਹਾ ਅੰਮ੍ਰਿਤਸਰ। ਸੰਪਰਕ - 8872293883 — [1149, 313, 1506, 325]
article-magh-mahina: ਅਮੀਰਗੜ੍ਹ, 27 ਜਨਵਰੀ (ਜਸਵੰਤ ਸਿੰਘ ਸਹੋਤਾ) - 13ਵੇਂ ਨਾਨਕਸਰ ਮਹਾਂਪੁਰਖਾਂ ਦੀ ਯਾਦ ਵਿੱਚ ਹੋਏ ਸਮਾਗਮ ਦੌਰਾਨ ਸੰਤ ਬਾਬਾ ਕੇਹਰ ਸਿੰਘ ਜੀ ਨੇ ਸੰਗਤਾਂ ਨਾਲ ਗੁਰਮਤਿ ਵਿਚਾਰਾਂ ਦੀ ਸਾਂਝ ਪਾਉਂਦਿਆਂ ਕਿਹਾ ਕਿ ਮਾਘ ਮਹੀਨਾ ਭਾਗਾਂ ਭਰਿਆ ਮਹੀਨਾ ਹੈ। ਇਸ ਮਹੀਨੇ ਵਿੱਚ ਕੀਤਾ ਗਿਆ ਨਾਮ ਸਿਮਰਨ ਅਤੇ ਸੇਵਾ ਮਨੁੱਖ ਦੇ ਜੀਵਨ ਨੂੰ ਸਫਲ ਬਣਾਉਂਦੀ ਹੈ। ਉਨ੍ਹਾਂ ਕਿਹਾ ਕਿ ਸੰਗਤਾਂ ਨੂੰ ਆਪਣਾ ਜੀਵਨ ਗੁਰਬਾਣੀ ਅਨੁਸਾਰ ਢਾਲ ਕੇ ਸਫਲ ਕਰਨਾ ਚਾਹੀਦਾ ਹੈ ਅਤੇ ਪਰਿਵਾਰਾਂ ਵਿੱਚ ਸਿੱਖੀ ਸਿਧਾਂਤਾਂ ਦਾ ਪ੍ਰਚਾਰ ਕਰਨਾ ਚਾਹੀਦਾ ਹੈ। ਇਸ ਮੌਕੇ ਇਲਾਕੇ ਦੀਆਂ ਸੰਗਤਾਂ ਨੇ ਸ਼ਰਧਾ ਸਹਿਤ ਹਾਜ਼ਰੀ ਭਰੀ। — [5, 1422, 228, 1573]
column-1 — [5, 60, 369, 2388]
article-gargajj: ਲੁਧਿਆਣਾ/ ਅਮਲੋਹ 27 ਜਨਵਰੀ (ਬਲਜੀਤ ਸਿੰਘ ਚਿੱਲਾ)-ਨਜ਼ਦੀਕੀ ਪਿੰਡ ਗੁਰਮ ਵਿਖੇ ਸ਼੍ਰੋਮਣੀ ਸ਼ਹੀਦ ਬਾਬਾ ਦੀਪ ਸਿੰਘ ਜੀ ਦਾ ਜਨਮ ਦਿਹਾੜਾ ਬਹੁਤ ਹੀ ਧੂਮਧਾਮ ਅਤੇ ਸ਼ਰਧਾ ਨਾਲ ਮਨਾਇਆ ਗਿਆ। ਇਸ ਸਬੰਧੀ ਅਖੰਡ ਪਾਠ ਦੇ ਭੋਗ ਉਪਰੰਤ ਗੁਰਦੁਆਰਾ ਪ੍ਰਬੰਧਕ ਕਮੇਟੀ ਦੇ ਦੀਵਾਨ ਵਿੱਚ ਮਿਤੀ 25 ਜਨਵਰੀ ਨੂੰ ਸ੍ਰੀ ਅਖੰਡ ਪਾਠ ਆਰੰਭ ਕਰਾਏ ਗਏ ਜਿਨ੍ਹਾਂ ਦੇ ਭੋਗ ਪਾਏ ਗਏ। ਇਸ ਮੌਕੇ ਰਾਗੀ ਜਥਿਆਂ ਵੱਲੋਂ ਗੁਰਬਾਣੀ ਦਾ ਰਸਭਿੰਨਾ ਕੀਰਤਨ ਕੀਤਾ ਗਿਆ ਅਤੇ ਪੰਥ ਪ੍ਰਸਿੱਧ ਕਥਾਵਾਚਕਾਂ ਨੇ ਗੁਰ ਇਤਿਹਾਸ ਨਾਲ ਸੰਗਤਾਂ ਨੂੰ ਜੋੜਿਆ। ਸ੍ਰੀ ਅਕਾਲ ਤਖ਼ਤ ਸਾਹਿਬ ਦੇ ਕਾਰਜਕਾਰੀ ਜਥੇਦਾਰ ਗਿਆਨੀ ਕੁਲਦੀਪ ਸਿੰਘ ਗੜਗੱਜ ਨੇ ਸੰਗਤਾਂ ਨੂੰ ਸੰਬੋਧਨ ਕਰਦਿਆਂ ਕਿਹਾ ਕਿ ਬਾਬਾ ਦੀਪ ਸਿੰਘ ਜੀ ਨੇ ਆਪਣਾ ਸੀਸ ਤਲੀ ਤੇ ਰੱਖ ਕੇ ਸ੍ਰੀ ਦਰਬਾਰ ਸਾਹਿਬ ਦੀ ਪਵਿੱਤਰਤਾ ਲਈ ਜੰਗ ਲੜੀ ਅਤੇ ਆਪਣੇ ਪ੍ਰਣ ਨੂੰ ਪੂਰਾ ਕੀਤਾ। ਉਨ੍ਹਾਂ ਕਿਹਾ ਕਿ ਅਸੀਂ ਉਨ੍ਹਾਂ ਸ਼ਹੀਦਾਂ ਦੇ ਵਾਰਸ ਹਾਂ ਜਿਨ੍ਹਾਂ ਨੇ ਧਰਮ ਦੀ ਖ਼ਾਤਰ ਆਪਣੇ ਪ੍ਰਾਣ ਨਿਛਾਵਰ ਕਰ ਦਿੱਤੇ। ਅੱਜ ਸਮੇਂ ਦੀ ਲੋੜ ਹੈ ਕਿ ਨੌਜਵਾਨ ਪੀੜ੍ਹੀ ਨਸ਼ਿਆਂ ਤੋਂ ਦੂਰ ਰਹਿ ਕੇ ਗੁਰੂ ਵਾਲੇ ਬਣਨ ਅਤੇ ਅੰਮ੍ਰਿਤ ਛਕ ਕੇ ਸਿੰਘ ਸਜਣ। ਇਸ ਮੌਕੇ ਗੁਰਦੁਆਰਾ ਕਮੇਟੀ ਵੱਲੋਂ ਜਥੇਦਾਰ ਸਾਹਿਬ ਅਤੇ ਆਈਆਂ ਸ਼ਖ਼ਸੀਅਤਾਂ ਦਾ ਸਿਰੋਪਾਓ ਨਾਲ ਸਨਮਾਨ ਕੀਤਾ ਗਿਆ ਅਤੇ ਗੁਰੂ ਕਾ ਲੰਗਰ ਅਤੁੱਟ ਵਰਤਾਇਆ ਗਿਆ। — [5, 368, 369, 563]
section-divider — [769, 793, 1136, 795]
article-syl-canal: ਵਿਚਾਰ ਕਰਨ ਦੇ ਮੁੱਦੇ 'ਤੇ ਇੱਕ ਵਾਰ ਫਿਰ ਸਿਆਸਤ ਗਰਮਾ ਗਈ ਹੈ। ਹਰਿਆਣਾ ਦੇ ਮੁੱਖ ਮੰਤਰੀ ਨਾਇਬ ਸਿੰਘ ਸੈਣੀ ਅਤੇ ਪੰਜਾਬ ਦੇ ਮੁੱਖ ਮੰਤਰੀ ਭਗਵੰਤ ਮਾਨ ਵਿਚਕਾਰ ਹੋਈ ਮੀਟਿੰਗ ਵਿੱਚ ਦੋਵਾਂ ਸੂਬਿਆਂ ਦੇ ਅਧਿਕਾਰੀਆਂ ਨੇ ਵੀ ਹਿੱਸਾ ਲਿਆ। ਮੀਟਿੰਗ ਤੋਂ ਬਾਅਦ ਮੁੱਖ ਮੰਤਰੀ ਮਾਨ ਨੇ ਕਿਹਾ ਕਿ ਪੰਜਾਬ ਕੋਲ ਕਿਸੇ ਨੂੰ ਦੇਣ ਲਈ ਵਾਧੂ ਪਾਣੀ ਦੀ ਇੱਕ ਵੀ ਬੂੰਦ ਨਹੀਂ ਹੈ ਅਤੇ ਪੰਜਾਬ ਦੇ ਦਰਿਆਵਾਂ ਵਿੱਚ ਪਾਣੀ ਦਾ ਪੱਧਰ ਲਗਾਤਾਰ ਘੱਟ ਰਿਹਾ ਹੈ। ਉਨ੍ਹਾਂ ਕਿਹਾ ਕਿ ਪੰਜਾਬ ਦਾ ਧਰਤੀ ਹੇਠਲਾ ਪਾਣੀ ਖ਼ਤਰਨਾਕ ਪੱਧਰ ਤੱਕ ਹੇਠਾਂ ਜਾ ਚੁੱਕਾ ਹੈ ਅਤੇ ਸੂਬੇ ਦੇ ਬਹੁਤੇ ਬਲਾਕ ਡਾਰਕ ਜ਼ੋਨ ਵਿੱਚ ਆ ਗਏ ਹਨ। ਇਸ ਲਈ ਐਸਵਾਈਐਲ ਨਹਿਰ ਦੀ ਉਸਾਰੀ ਦਾ ਸਵਾਲ ਹੀ ਪੈਦਾ ਨਹੀਂ ਹੁੰਦਾ। ਦੂਜੇ ਪਾਸੇ ਹਰਿਆਣਾ ਦੇ ਮੁੱਖ ਮੰਤਰੀ ਨੇ ਕਿਹਾ ਕਿ ਸੁਪਰੀਮ ਕੋਰਟ ਦੇ ਫ਼ੈਸਲੇ ਅਨੁਸਾਰ ਹਰਿਆਣਾ ਨੂੰ ਉਸ ਦੇ ਹਿੱਸੇ ਦਾ ਪਾਣੀ ਮਿਲਣਾ ਚਾਹੀਦਾ ਹੈ। ਦੋਵਾਂ ਸੂਬਿਆਂ ਵਿਚਕਾਰ ਇਸ ਮੁੱਦੇ 'ਤੇ ਗੱਲਬਾਤ ਜਾਰੀ ਰੱਖਣ ਦੀ ਸਹਿਮਤੀ ਬਣੀ ਹੈ ਅਤੇ ਅਗਲੀ ਮੀਟਿੰਗ ਕੇਂਦਰੀ ਜਲ ਸ਼ਕਤੀ ਮੰਤਰਾਲੇ ਦੀ ਨਿਗਰਾਨੀ ਹੇਠ ਹੋਵੇਗੀ। ਸਿਆਸੀ ਮਾਹਿਰਾਂ ਦਾ ਕਹਿਣਾ ਹੈ ਕਿ ਇਹ ਮਾਮਲਾ ਦਹਾਕਿਆਂ ਤੋਂ ਲਟਕਿਆ ਹੋਇਆ ਹੈ ਅਤੇ ਇਸ ਦਾ ਹੱਲ ਸਿਰਫ਼ ਆਪਸੀ ਸਹਿਮਤੀ ਨਾਲ ਹੀ ਨਿਕਲ ਸਕਦਾ ਹੈ। ਪੰਜਾਬ ਦੀਆਂ ਵਿਰੋਧੀ ਪਾਰਟੀਆਂ ਨੇ ਵੀ ਸਰਕਾਰ ਨੂੰ ਸਪੱਸ਼ਟ ਕੀਤਾ ਹੈ ਕਿ ਪੰਜਾਬ ਦੇ ਹਿੱਤਾਂ ਨਾਲ ਕੋਈ ਸਮਝੌਤਾ ਨਹੀਂ ਹੋਣਾ ਚਾਹੀਦਾ। ਜ਼ਿਕਰਯੋਗ ਹੈ ਕਿ ਇਸ ਤੋਂ ਪਹਿਲਾਂ ਵੀ ਦੋਵਾਂ ਸੂਬਿਆਂ ਦੇ ਮੁੱਖ ਮੰਤਰੀਆਂ ਦੀਆਂ ਕਈ ਮੀਟਿੰਗਾਂ ਹੋ ਚੁੱਕੀਆਂ ਹਨ ਪਰ ਕੋਈ ਠੋਸ ਨਤੀਜਾ ਨਹੀਂ ਨਿਕਲਿਆ। 18 ਅਗਸਤ 2020, 14 ਅਕਤੂਬਰ 2022, 4 ਜਨਵਰੀ 2023 ਅਤੇ 9 ਜੁਲਾਈ 2025 ਨੂੰ ਵੀ ਇਸ ਮਸਲੇ 'ਤੇ ਮੀਟਿੰਗਾਂ ਹੋਈਆਂ ਸਨ। — [381, 308, 756, 550]
imprint-footer: Editor, Printer and Publisher Rishabdeep Singh, Printed at: Impression Printing & Packaging (Ltd.) Plot No. 22 Phase-2 industrial Area Panchkula (Haryana) 134109 & Published From 3223, First Floor, Sector-35D, Chandigarh — [0, 2391, 1512, 2412]
section-divider — [381, 269, 756, 270]
news-photo-tractor-march — [5, 634, 369, 784]
article-govt-reply: ਨਹੀਂ ਕਰਵਾਇਆ ਗਿਆ ਹੈ। ਹਾਈ ਕੋਰਟ ਵਿੱਚ ਇਹ ਵੀ ਜਵਾਬ ਦਿੱਤਾ ਗਿਆ ਹੈ ਕਿ ਜਾਂਚ ਵਿੱਚ ਦੇਰੀ ਕਿਉਂ ਹੋ ਰਹੀ ਹੈ। ਦਰਅਸਲ ਵਿੱਚ ਗਏ ਬਲਕਿ ਪਾਵਨ ਸਰੂਪਾਂ ਦੇ ਗਾਇਬ ਹੋਣ ਦੇ ਮਾਮਲੇ ਵਿੱਚ ਸ਼੍ਰੋਮਣੀ ਕਮੇਟੀ ਨੇ 2020 ਵਿੱਚ ਈਸ਼ਰ ਸਿੰਘ ਦੀ ਅਗਵਾਈ ਵਿੱਚ ਜਾਂਚ ਕਮੇਟੀ ਬਣਾਈ ਸੀ। ਜਿਸ ਦੀ ਰਿਪੋਰਟ ਵਿੱਚ 328 ਪਾਵਨ ਸਰੂਪਾਂ ਦੇ ਗਾਇਬ ਹੋਣ ਦੀ ਪੁਸ਼ਟੀ ਹੋਈ ਸੀ। ਪਟੀਸ਼ਨਕਰਤਾ ਨੇ ਮੰਗ ਕੀਤੀ ਹੈ ਕਿ ਇਸ ਮਾਮਲੇ ਦੀ ਨਿਰਪੱਖ ਜਾਂਚ ਕਰਵਾਈ ਜਾਵੇ ਅਤੇ ਦੋਸ਼ੀਆਂ ਵਿਰੁੱਧ ਕਾਰਵਾਈ ਕੀਤੀ ਜਾਵੇ। ਰਿਪੋਰਟ ਵਿੱਚ ਧਾਰਾ 467, 468 ਅਤੇ 471 ਤਹਿਤ ਮਾਮਲਾ ਦਰਜ ਕਰਨ ਦੀ ਸਿਫ਼ਾਰਸ਼ ਕੀਤੀ ਗਈ ਸੀ। ਇਸ ਮਾਮਲੇ ਵਿੱਚ ਅਦਾਲਤ ਨੇ ਅਗਲੀ ਸੁਣਵਾਈ ਦੀ ਤਰੀਕ ਤੈਅ ਕੀਤੀ ਹੈ ਅਤੇ ਸਰਕਾਰ ਤੋਂ ਵਿਸਤ੍ਰਿਤ ਸਟੇਟਸ ਰਿਪੋਰਟ ਮੰਗੀ ਹੈ। ਪਟੀਸ਼ਨਕਰਤਾ ਦੇ ਵਕੀਲ ਨੇ ਦਲੀਲ ਦਿੱਤੀ ਕਿ ਇਸ ਮਾਮਲੇ ਨਾਲ ਸਿੱਖ ਕੌਮ ਦੀਆਂ ਭਾਵਨਾਵਾਂ ਜੁੜੀਆਂ ਹੋਈਆਂ ਹਨ ਅਤੇ ਇਸ ਵਿੱਚ ਹੋਰ ਦੇਰੀ ਬਰਦਾਸ਼ਤ ਨਹੀਂ ਕੀਤੀ ਜਾ ਸਕਦੀ। — [769, 136, 1136, 286]
news-photo-congregation — [5, 1058, 369, 1208]
headline-chief-minister: ਮੁੱਖ ਮੰਤਰੀ ਸ੍ਰੀ ਭਗਵੰਤ ਮਾਨ ਦੀ ... — [381, 763, 646, 786]
section-divider — [769, 506, 1136, 507]
headline-syl-canal: ਐਸਵਾਈਐਲ ਲਿੰਕ ਨਹਿਰ ਮਾਮਲੇ 'ਤੇ ... — [381, 276, 710, 303]
column-divider — [375, 60, 376, 2388]
headline-gargajj: ਅਸੀਂ ਉਨ੍ਹਾਂ ਸ਼ਹੀਦਾਂ ਦੇ ਵਾਰਸ ਹਾਂ, ਜਿਨ੍ਹਾਂ ਨੇ ਧਰਮ 'ਤੇ ਉਚੜਾ ਨਾਲ ਪਹਿਰਾ ਦਿੰਦਿਆਂ ਸ਼ਹਾਦਤਾਂ ਪ੍ਰਾਪਤ ਕੀਤੀਆਂ - ਜਥੇ: ਗੜਗੱਜ — [5, 64, 351, 137]
article-no-complaint: ਵਾਲੀ ਵਿਦਿਆਰਥੀ ਜਥੇਬੰਦੀ ਦੇ ਮੁੱਖ ਆਗੂ ਵਜੋਂ ਜਾਣੇ ਜਾਂਦੇ ਨੌਜਵਾਨ ਨੇ ਕਿਹਾ ਕਿ ਉਨ੍ਹਾਂ ਨੂੰ ਰਾਹ ਜਾਣ ਦਾ ਕੋਈ ਗਿਲਾ ਨਹੀਂ ਹੈ ਪਰ ਸਮਾਜ ਦੀਆਂ ਕੁਰੀਤੀਆਂ ਵਿਰੁੱਧ ਆਵਾਜ਼ ਉਠਾਉਣਾ ਉਨ੍ਹਾਂ ਦਾ ਫ਼ਰਜ਼ ਹੈ। 2019 ਵਿੱਚ ਹੋਏ ਇੱਕ ਅੰਦੋਲਨ ਦੌਰਾਨ ਉਨ੍ਹਾਂ ਨੇ ਵਿਦਿਆਰਥੀਆਂ ਦੇ ਹੱਕਾਂ ਲਈ ਲੰਮਾ ਸੰਘਰਸ਼ ਕੀਤਾ ਸੀ। 2016 ਵਿੱਚ ਉਹ ਪਹਿਲੀ ਵਾਰ ਯੂਨੀਵਰਸਿਟੀ ਦੀਆਂ ਚੋਣਾਂ ਵਿੱਚ ਉਤਰੇ ਸਨ ਅਤੇ ਵਿਦਿਆਰਥੀਆਂ ਦਾ ਭਰਪੂਰ ਸਮਰਥਨ ਮਿਲਿਆ। ਉਨ੍ਹਾਂ ਕਿਹਾ ਕਿ ਪੰਜਾਬ ਦੀ ਜਵਾਨੀ ਨੂੰ ਨਸ਼ਿਆਂ ਅਤੇ ਪਰਵਾਸ ਦੀ ਅੰਨ੍ਹੀ ਦੌੜ ਤੋਂ ਬਚਾਉਣ ਲਈ ਸਾਂਝੇ ਯਤਨ ਕਰਨ ਦੀ ਲੋੜ ਹੈ ਅਤੇ ਸਿੱਖਿਆ ਨੂੰ ਸਸਤੀ ਤੇ ਮਿਆਰੀ ਬਣਾਇਆ ਜਾਣਾ ਚਾਹੀਦਾ ਹੈ। — [1149, 373, 1507, 477]
section-divider — [769, 294, 1136, 295]
headline-govt-reply: ਸਰਕਾਰ ਨੇ ਦਾਖਲ ਕੀਤਾ ਜਵਾਬ, ... — [769, 105, 1027, 128]
headline-ugc-rules: ਯੂਜੀਸੀ ਦੇ ਨਵੇਂ ਨਿਯਮਾਂ 'ਚ ... — [769, 300, 1013, 327]
article-advocate-arora: ਪ੍ਰਧਾਨ ਕਰਨ ਵਿੱਚ ਵਿਧਾਇਕ ਸੁਖਵੀਰ ਸਿੰਘ ਮਾਈਸਰਖਾਨਾ ਨੇ 30 ਸੌਂਕ ਰੁਪਏ ਦੇ ਉਸਾਰੀ ਕਾਰਜਾਂ ਦੀ ਜਾਂਚ ਦੀ ਮੰਗ ਕੀਤੀ। ਵਕੀਲ ਡਾ. ਗੌਰਵ ਅਰੋੜਾ ਨੇ ਦੋਸ਼ ਲਾਇਆ ਕਿ ਵਿਕਾਸ ਕਾਰਜਾਂ ਵਿੱਚ ਵਰਤੀ ਗਈ ਸਮੱਗਰੀ ਦੀ ਗੁਣਵੱਤਾ ਠੀਕ ਨਹੀਂ ਹੈ ਅਤੇ ਇਸ ਦੀ ਉੱਚ ਪੱਧਰੀ ਜਾਂਚ ਹੋਣੀ ਚਾਹੀਦੀ ਹੈ। ਉਨ੍ਹਾਂ ਕਿਹਾ ਕਿ ਇਸ ਸਬੰਧੀ ਉਨ੍ਹਾਂ ਨੇ ਸਬੰਧਤ ਵਿਭਾਗ ਨੂੰ ਲਿਖਤੀ ਸ਼ਿਕਾਇਤ ਭੇਜੀ ਹੈ। ਉਨ੍ਹਾਂ ਨੇ ਮੰਗ ਕੀਤੀ ਕਿ 2002 ਤੋਂ ਲੈ ਕੇ ਹੁਣ ਤੱਕ ਦੇ ਸਾਰੇ ਰਿਕਾਰਡ ਦੀ ਪੜਤਾਲ ਕੀਤੀ ਜਾਵੇ। ਦੂਜੇ ਪਾਸੇ ਵਿਧਾਇਕ ਨੇ ਇਨ੍ਹਾਂ ਦੋਸ਼ਾਂ ਨੂੰ ਬੇਬੁਨਿਆਦ ਕਰਾਰ ਦਿੱਤਾ ਹੈ। — [769, 697, 1136, 786]
